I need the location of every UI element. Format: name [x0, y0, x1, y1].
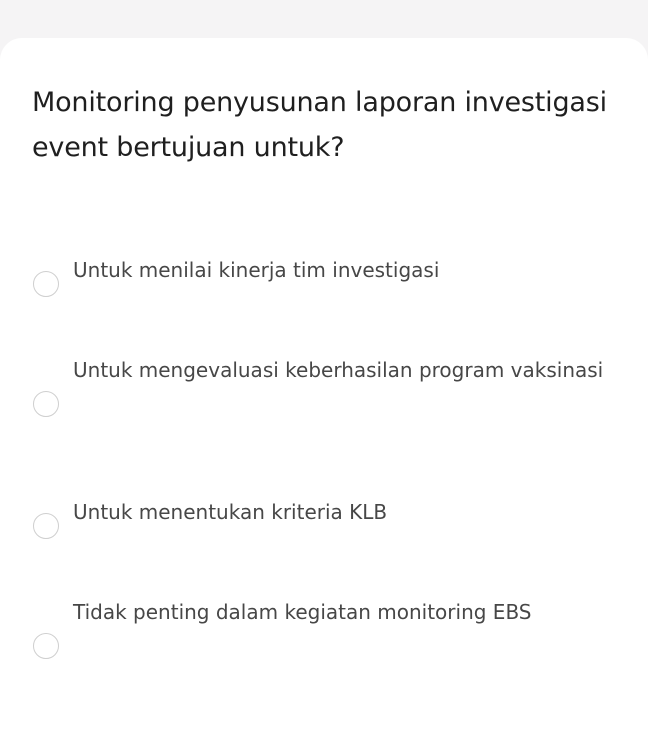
option-1[interactable]: [0, 250, 648, 300]
radio-button[interactable]: [33, 271, 59, 297]
question-text: Monitoring penyusunan laporan investigasi event bertujuan untuk?: [32, 87, 607, 163]
option-label: Untuk menentukan kriteria KLB: [73, 500, 388, 524]
option-label: Untuk mengevaluasi keberhasilan program vaksinasi: [73, 358, 604, 382]
option-3[interactable]: [0, 492, 648, 542]
option-2[interactable]: [0, 350, 648, 432]
radio-button[interactable]: [33, 391, 59, 417]
radio-button[interactable]: [33, 633, 59, 659]
option-label: Untuk menilai kinerja tim investigasi: [73, 258, 440, 282]
option-4[interactable]: [0, 592, 648, 674]
option-label: Tidak penting dalam kegiatan monitoring EBS: [73, 600, 532, 624]
radio-button[interactable]: [33, 513, 59, 539]
